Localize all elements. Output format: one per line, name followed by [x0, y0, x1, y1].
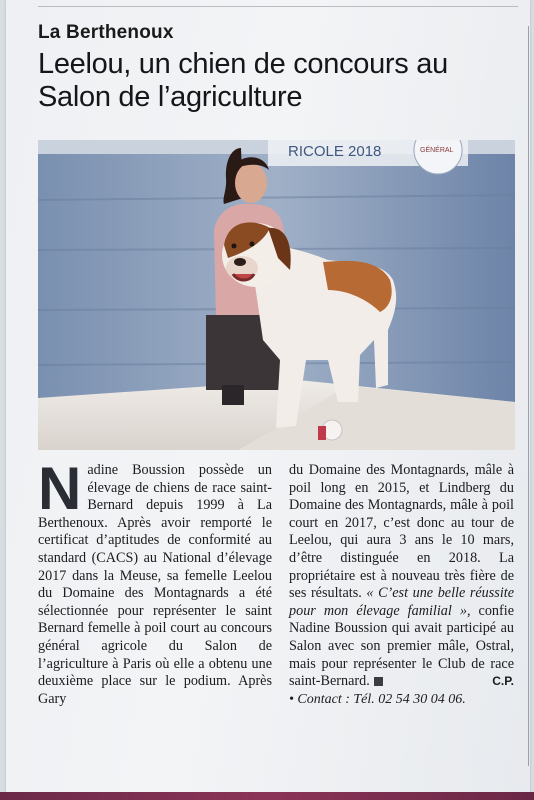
author-initials: C.P. — [492, 674, 514, 689]
article-paragraph-left: adine Boussion possède un élevage de chiens de race saint-Bernard depuis 1999 à La Berthenoux. Après avoir remporté le certificat d’aptitudes de conformité au standard (CACS) au National d’élevage 2017 dans la Meuse, sa femelle Leelou du Domaine des Montagnards a été sélectionnée pour représenter le saint Bernard femelle à poil court au concours général agricole du Salon de l’agriculture à Paris où elle a obtenu une deuxième place sur le podium. Après Gary — [38, 462, 272, 707]
drop-cap: N — [38, 455, 82, 522]
article-photo — [38, 140, 515, 450]
headline: Leelou, un chien de concours au Salon de l’agriculture — [38, 48, 448, 113]
paragraph-text-2: , confie Nadine Boussion qui avait participé au Salon avec son premier mâle, Ostral, mais pour représenter le Club de race saint-Bernard. — [289, 602, 514, 690]
article-paragraph-right — [289, 462, 514, 691]
paragraph-text-1: du Domaine des Montagnards, mâle à poil long en 2015, et Lindberg du Domaine des Montagnards, mâle à poil court en 2017, c’est donc au tour de Leelou, qui aura 3 ans le 10 mars, d’être distinguée en 2018. La propriétaire est à nouveau très fière de ses résultats. — [289, 462, 514, 602]
pull-quote: « C’est une belle réussite pour mon élevage familial » — [289, 585, 515, 619]
column-rule — [528, 26, 529, 766]
article-column-left — [38, 455, 272, 708]
contact-line: • Contact : Tél. 02 54 30 04 06. — [289, 691, 466, 707]
article-column-right — [289, 462, 514, 708]
top-rule — [38, 6, 518, 15]
badge-text: GÉNÉRAL — [420, 147, 454, 154]
page-bottom-edge — [0, 792, 534, 800]
photo-illustration — [38, 140, 515, 450]
section-label: La Berthenoux — [38, 22, 174, 43]
banner-text: RICOLE 2018 — [288, 143, 382, 160]
end-mark-icon — [374, 677, 383, 686]
